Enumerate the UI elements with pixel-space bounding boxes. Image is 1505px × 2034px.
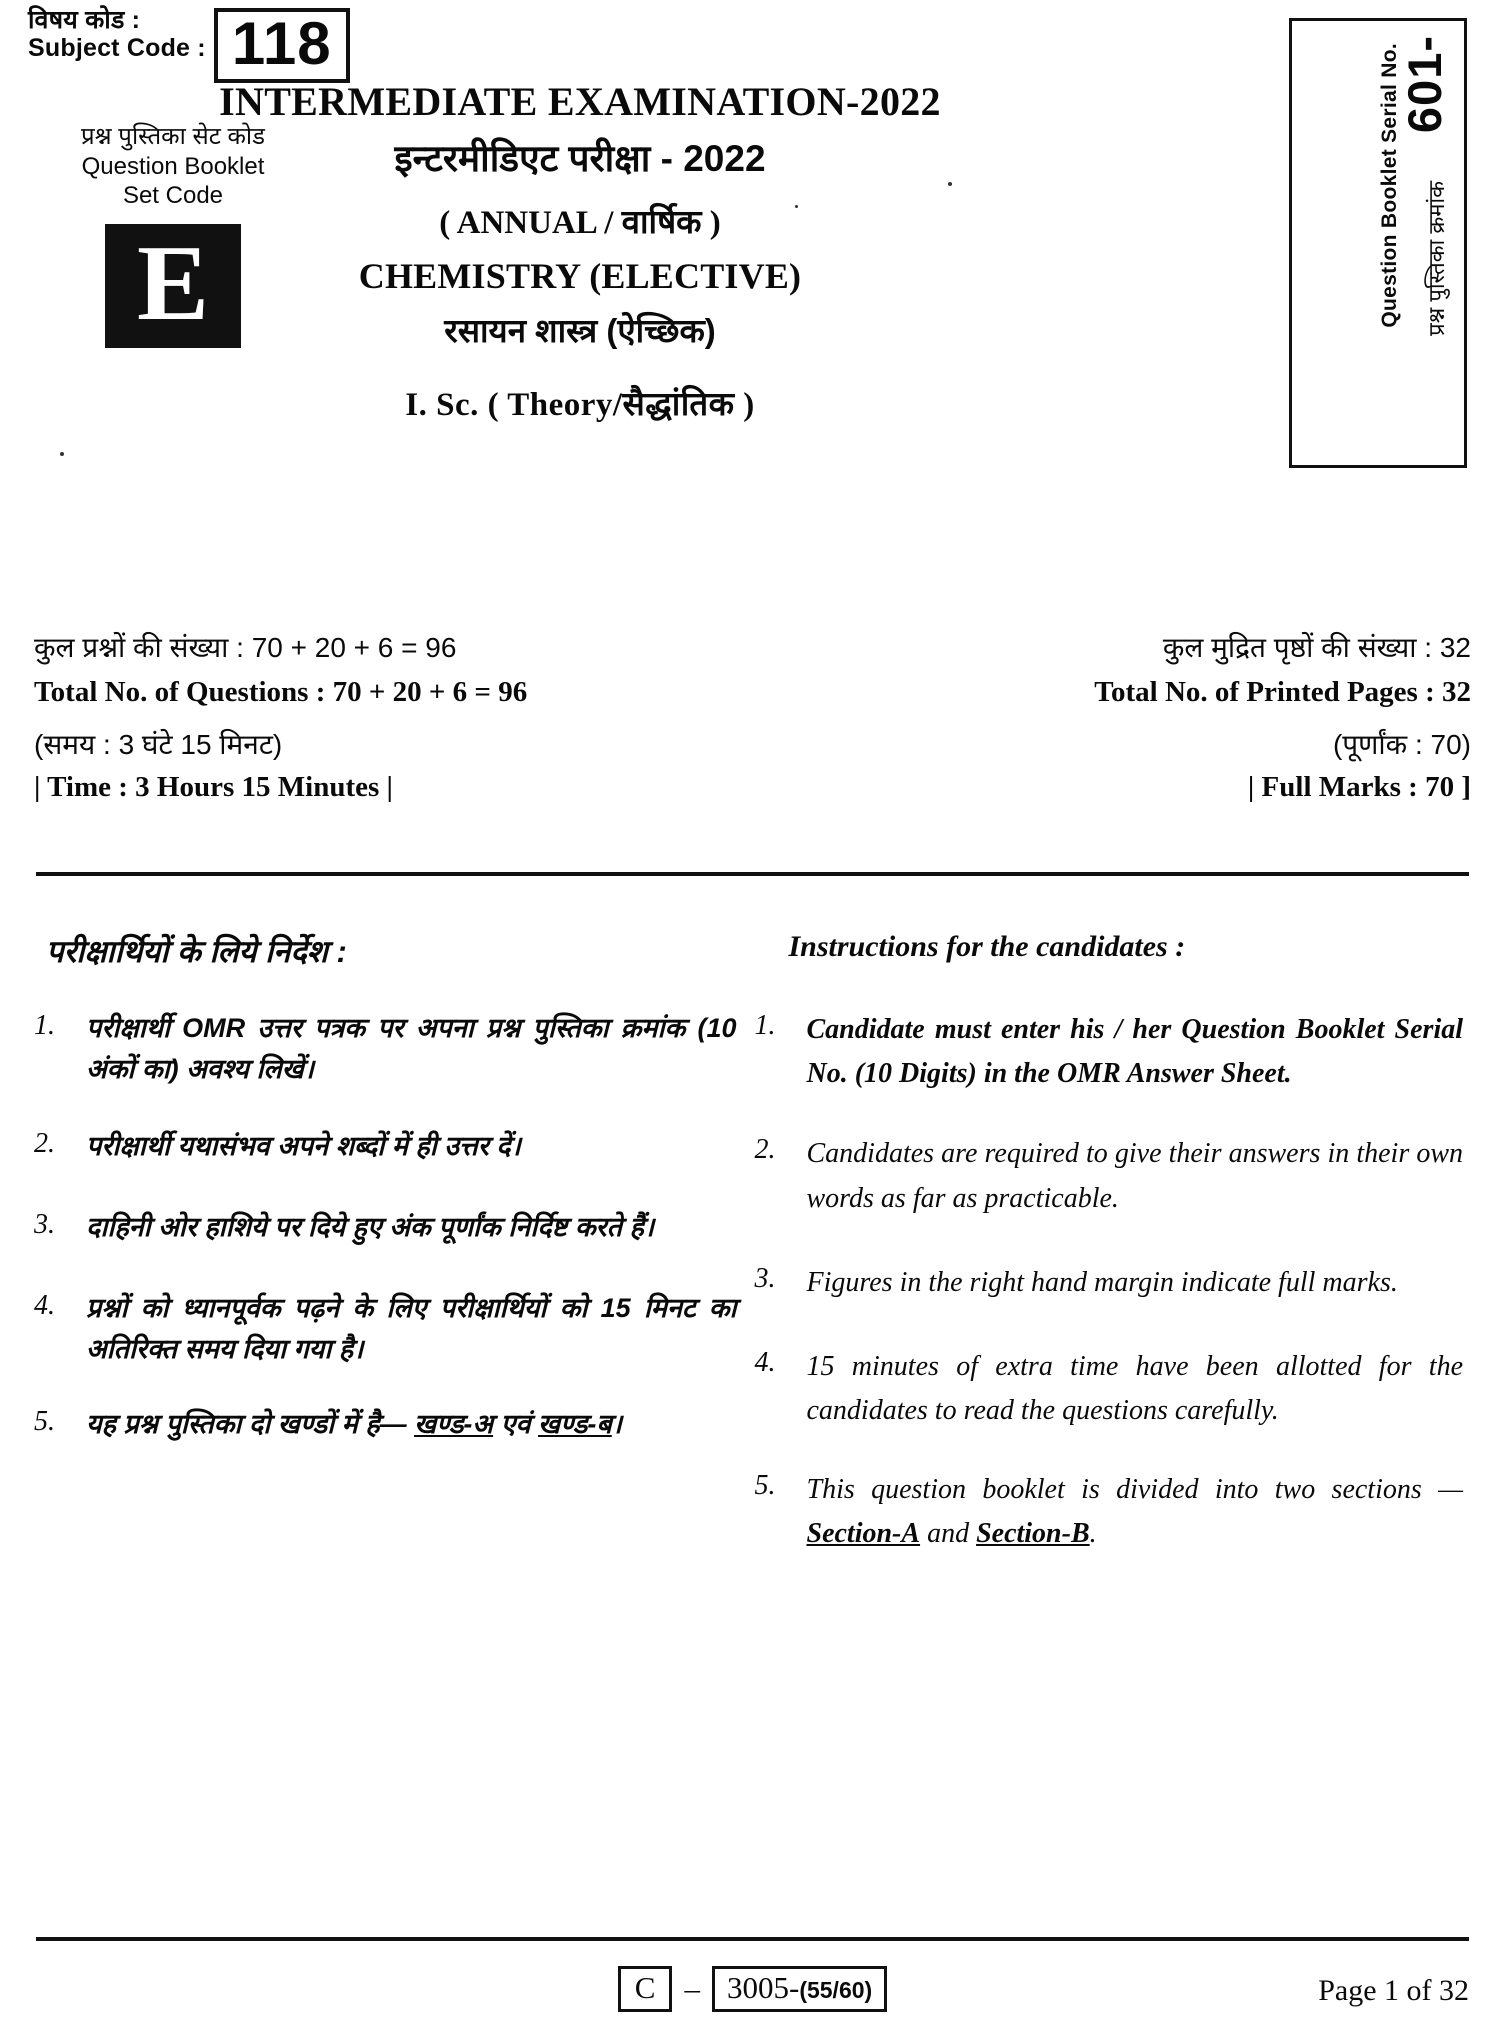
section-b-label: Section-B [976, 1517, 1090, 1549]
total-pages-hi: कुल मुद्रित पृष्ठों की संख्या : 32 [1162, 632, 1471, 663]
instruction-item [755, 1008, 1472, 1096]
exam-meta [0, 628, 1505, 810]
subject-code-label-en: Subject Code : [28, 34, 206, 62]
instruction-text-after: । [611, 1409, 623, 1440]
exam-type: ( ANNUAL / वार्षिक ) [439, 205, 721, 242]
subject-code-value: 118 [214, 8, 350, 83]
scan-speck [795, 205, 798, 208]
instruction-number: 4. [754, 1347, 776, 1379]
full-marks-en: | Full Marks : 70 ] [1247, 771, 1471, 803]
instructions-heading-hi: परीक्षार्थियों के लिये निर्देश : [46, 934, 347, 969]
exam-title-en: INTERMEDIATE EXAMINATION-2022 [219, 79, 941, 124]
scan-speck [948, 182, 952, 186]
serial-caption-en: Question Booklet Serial No. [1378, 43, 1401, 328]
instruction-text [86, 1404, 636, 1445]
exam-title-hi: इन्टरमीडिएट परीक्षा - 2022 [394, 138, 766, 179]
instructions-column-en [751, 1008, 1472, 1590]
time-en: | Time : 3 Hours 15 Minutes | [34, 771, 393, 803]
question-booklet-serial-box [1289, 18, 1467, 468]
instruction-number: 5. [34, 1406, 55, 1438]
set-code-label-en-line1: Question Booklet [81, 153, 265, 180]
meta-row-questions-hi [34, 628, 1471, 666]
scan-speck [60, 452, 64, 456]
footer-code-suffix: (55/60) [799, 1977, 873, 2004]
instruction-item [755, 1132, 1472, 1220]
instruction-number: 2. [34, 1128, 55, 1160]
instruction-number: 4. [34, 1290, 55, 1322]
instruction-text: परीक्षार्थी यथासंभव अपने शब्दों में ही उत्तर दें। [86, 1131, 521, 1162]
section-b-label: खण्ड-ब [538, 1409, 612, 1440]
serial-number: 601- [1398, 35, 1451, 134]
total-questions-hi: कुल प्रश्नों की संख्या : 70 + 20 + 6 = 96 [34, 632, 457, 663]
full-marks-hi: (पूर्णांक : 70) [1332, 729, 1471, 760]
total-pages-en: Total No. of Printed Pages : 32 [1094, 676, 1471, 708]
subject-code-labels [28, 6, 206, 62]
instruction-item [34, 1288, 751, 1370]
instruction-number: 3. [754, 1262, 776, 1294]
instruction-item [34, 1008, 751, 1090]
instruction-text: Figures in the right hand margin indicate full marks. [806, 1266, 1398, 1298]
instruction-text: दाहिनी ओर हाशिये पर दिये हुए अंक पूर्णांक निर्दिष्ट करते हैं। [86, 1212, 655, 1243]
section-a-label: खण्ड-अ [414, 1409, 494, 1440]
instruction-text: 15 minutes of extra time have been allotted for the candidates to read the questions carefully. [806, 1351, 1463, 1427]
instruction-number: 3. [34, 1209, 55, 1241]
instructions-section [0, 930, 1505, 1590]
meta-row-time-en [34, 771, 1471, 804]
footer-code-main: 3005- [726, 1970, 800, 2006]
instruction-text-before: यह प्रश्न पुस्तिका दो खण्डों में है— [86, 1409, 415, 1440]
page-footer [36, 1966, 1469, 2012]
instruction-number: 2. [754, 1134, 776, 1166]
instructions-headings [34, 930, 1471, 972]
instruction-number: 5. [754, 1469, 776, 1501]
instruction-item [755, 1468, 1472, 1556]
footer-code-group [618, 1966, 887, 2012]
page-title [210, 78, 950, 425]
instruction-text: प्रश्नों को ध्यानपूर्वक पढ़ने के लिए परीक्षार्थियों को 15 मिनट का अतिरिक्त समय दिया गया है। [86, 1293, 737, 1365]
time-hi: (समय : 3 घंटे 15 मिनट) [34, 729, 283, 760]
instruction-text-after: . [1089, 1517, 1097, 1549]
footer-code-letter: C [618, 1966, 673, 2012]
instructions-columns [34, 1008, 1471, 1590]
header-area [0, 0, 1505, 625]
stream-title: I. Sc. ( Theory/सैद्धांतिक ) [405, 387, 755, 424]
instruction-text-before: This question booklet is divided into two sections — [806, 1473, 1463, 1505]
instruction-number: 1. [754, 1010, 776, 1041]
instruction-item [755, 1345, 1472, 1433]
instruction-item [34, 1207, 751, 1248]
set-code-label-en-line2: Set Code [122, 182, 224, 210]
instruction-text [807, 1468, 1472, 1556]
instruction-item [755, 1261, 1472, 1305]
set-code-value: E [105, 224, 241, 348]
total-questions-en: Total No. of Questions : 70 + 20 + 6 = 96 [34, 676, 528, 708]
subject-code-label-hi: विषय कोड : [28, 6, 141, 34]
section-a-label: Section-A [806, 1517, 921, 1549]
instruction-text: Candidate must enter his / her Question Booklet Serial No. (10 Digits) in the OMR Answer Sheet. [806, 1014, 1463, 1090]
instruction-text-middle: and [920, 1517, 977, 1549]
subject-title-en: CHEMISTRY (ELECTIVE) [358, 256, 802, 297]
instructions-column-hi [34, 1008, 751, 1590]
instruction-text: Candidates are required to give their answers in their own words as far as practicable. [806, 1138, 1463, 1214]
header-divider [36, 872, 1469, 876]
footer-divider [36, 1937, 1469, 1941]
subject-title-hi: रसायन शास्त्र (ऐच्छिक) [444, 312, 716, 350]
instruction-text-middle: एवं [493, 1409, 539, 1440]
footer-dash: – [684, 1971, 700, 2007]
instruction-number: 1. [34, 1010, 55, 1041]
set-code-label-hi: प्रश्न पुस्तिका सेट कोड [81, 123, 265, 150]
footer-code-number [712, 1966, 887, 2012]
instructions-heading-en: Instructions for the candidates : [788, 930, 1186, 963]
serial-caption-hi: प्रश्न पुस्तिका क्रमांक [1424, 181, 1449, 336]
meta-row-questions-en [34, 676, 1471, 709]
instruction-item [34, 1126, 751, 1167]
instruction-item [34, 1404, 751, 1445]
page-number: Page 1 of 32 [1318, 1974, 1469, 2007]
subject-code-group [28, 6, 350, 83]
meta-row-time-hi [34, 725, 1471, 763]
instruction-text: परीक्षार्थी OMR उत्तर पत्रक पर अपना प्रश्न पुस्तिका क्रमांक (10 अंकों का) अवश्य लिखें। [86, 1013, 737, 1085]
